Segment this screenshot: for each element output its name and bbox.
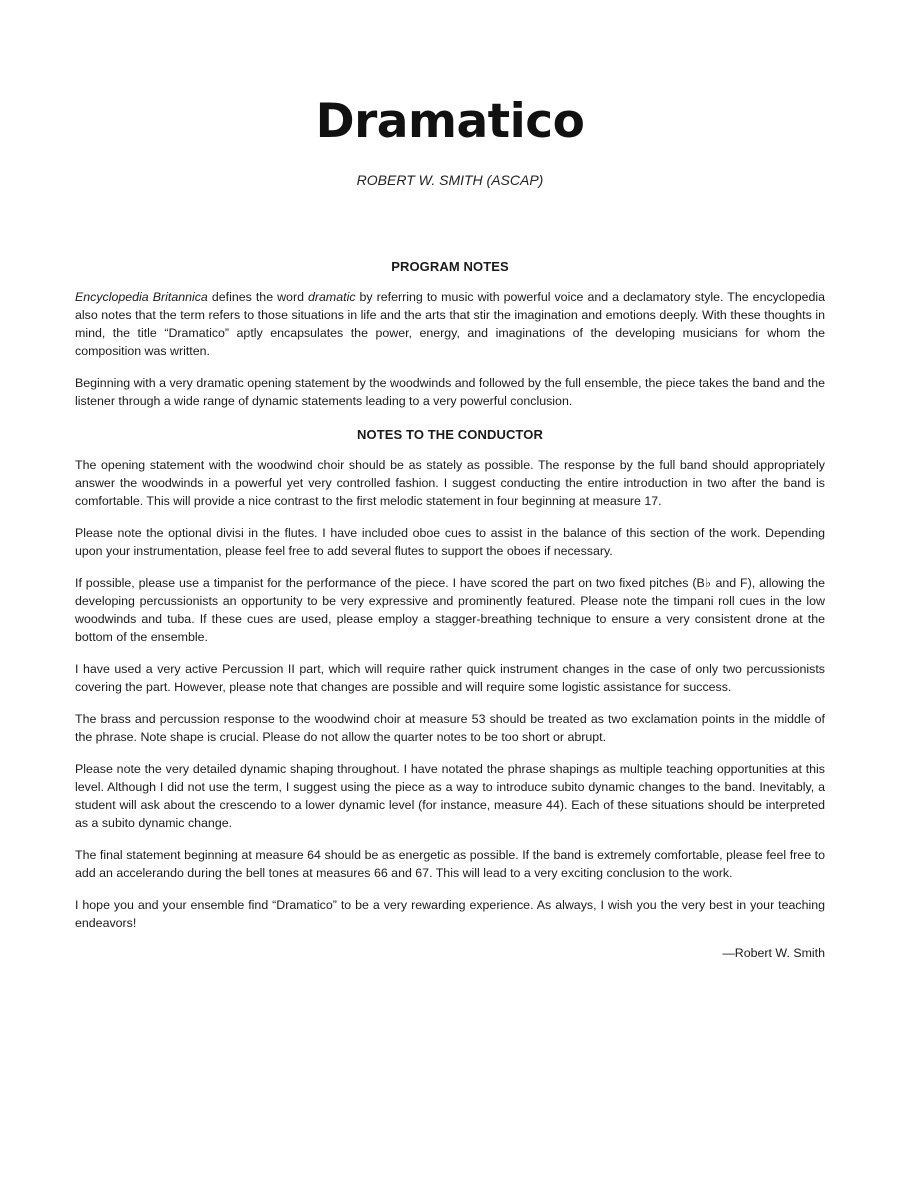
text-segment: by referring to music with powerful voice and a declamatory style. The encyclopedia also notes that the term refers to those situations in life and the arts that stir the imagination and emotions deeply. With these thoughts in mind, the title “Dramatico” aptly encapsulates the power, energy, and imaginations of the developing musicians for whom the composition was written. [75, 290, 826, 358]
document-body [75, 258, 825, 962]
program-notes-heading: PROGRAM NOTES [391, 259, 509, 274]
conductor-notes-paragraph-4: I have used a very active Percussion II part, which will require rather quick instrument changes in the case of only two percussionists covering the part. However, please note that changes are possible and will require some logistic assistance for success. [75, 662, 825, 694]
conductor-notes-paragraph-6: Please note the very detailed dynamic shaping throughout. I have notated the phrase shapings as multiple teaching opportunities at this level. Although I did not use the term, I suggest using the piece as a way to introduce subito dynamic changes to the band. Inevitably, a student will ask about the crescendo to a lower dynamic level (for instance, measure 44). Each of these situations should be interpreted as a subito dynamic change. [75, 762, 825, 830]
conductor-notes-paragraph-2: Please note the optional divisi in the flutes. I have included oboe cues to assist in the balance of this section of the work. Depending upon your instrumentation, please feel free to add several flutes to support the oboes if necessary. [75, 526, 825, 558]
dramatic-word: dramatic [308, 290, 356, 304]
encyclopedia-title: Encyclopedia Britannica [75, 290, 208, 304]
composer-credit: ROBERT W. SMITH (ASCAP) [356, 172, 544, 188]
conductor-notes-paragraph-5: The brass and percussion response to the woodwind choir at measure 53 should be treated as two exclamation points in the middle of the phrase. Note shape is crucial. Please do not allow the quarter notes to be too short or abrupt. [75, 712, 825, 744]
document-page [75, 0, 825, 1200]
page-title: Dramatico [315, 94, 585, 149]
conductor-notes-paragraph-1: The opening statement with the woodwind choir should be as stately as possible. The response by the full band should appropriately answer the woodwinds in a powerful yet very controlled fashion. I suggest conducting the entire introduction in two after the band is comfortable. This will provide a nice contrast to the first melodic statement in four beginning at measure 17. [75, 458, 825, 508]
text-segment: defines the word [207, 290, 308, 304]
conductor-notes-paragraph-3: If possible, please use a timpanist for the performance of the piece. I have scored the part on two fixed pitches (B♭ and F), allowing the developing percussionists an opportunity to be very expressive and prominently featured. Please note the timpani roll cues in the low woodwinds and tuba. If these cues are used, please employ a stagger-breathing technique to ensure a very consistent drone at the bottom of the ensemble. [75, 576, 825, 644]
signature: —Robert W. Smith [722, 946, 825, 960]
program-notes-paragraph-2: Beginning with a very dramatic opening statement by the woodwinds and followed by the full ensemble, the piece takes the band and the listener through a wide range of dynamic statements leading to a very powerful conclusion. [75, 376, 825, 408]
program-notes-paragraph-1 [75, 288, 825, 360]
conductor-notes-paragraph-7: The final statement beginning at measure 64 should be as energetic as possible. If the band is extremely comfortable, please feel free to add an accelerando during the bell tones at measures 66 and 67. This will lead to a very exciting conclusion to the work. [75, 848, 825, 880]
conductor-notes-heading: NOTES TO THE CONDUCTOR [357, 427, 543, 442]
conductor-notes-paragraph-8: I hope you and your ensemble find “Dramatico” to be a very rewarding experience. As always, I wish you the very best in your teaching endeavors! [75, 898, 825, 930]
